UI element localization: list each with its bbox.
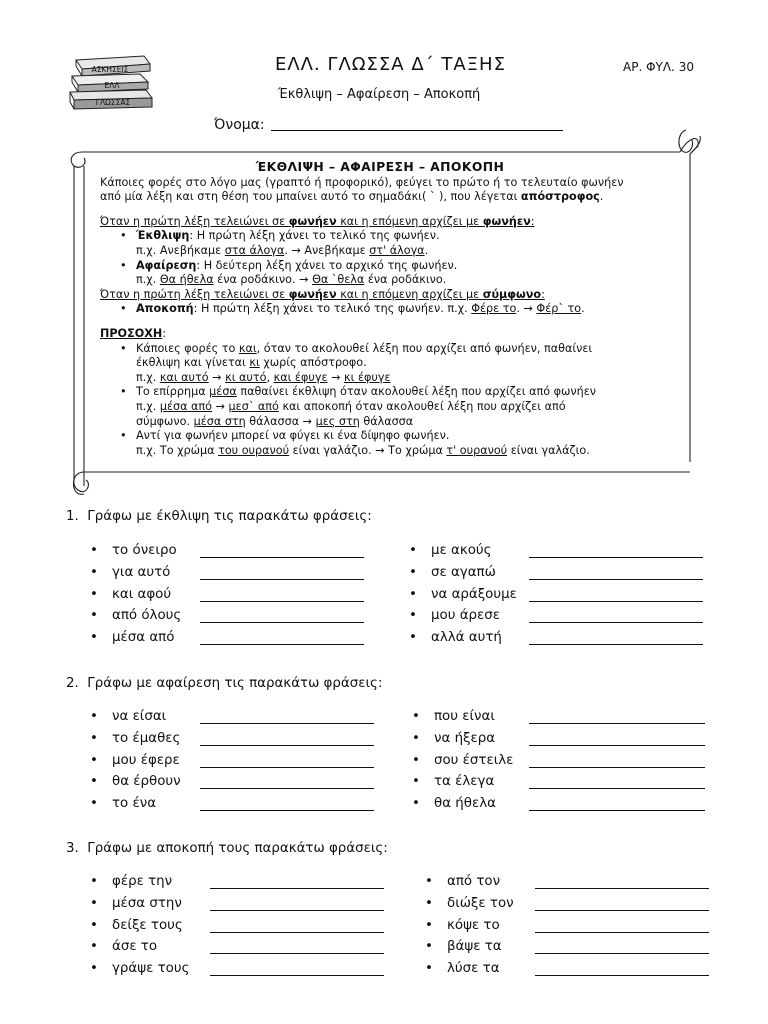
note-diphthong: • Αντί για φωνήεν μπορεί να φύγει κι ένα δίψηφο φωνήεν. π.χ. Το χρώμα του ουρανού είναι γαλάζιο. → Το χρώμα τ' ουρανού είναι γαλάζιο. bbox=[120, 429, 690, 458]
answer-line[interactable] bbox=[535, 932, 709, 933]
intro-line-1: Κάποιες φορές στο λόγο μας (γραπτό ή προφορικό), φεύγει το πρώτο ή το τελευταίο φωνήεν bbox=[100, 175, 624, 189]
answer-line[interactable] bbox=[210, 910, 384, 911]
rule-ekthlipsi: • Έκθλιψη: Η πρώτη λέξη χάνει το τελικό της φωνήεν. π.χ. Ανεβήκαμε στα άλογα. → Ανεβήκαμε στ' άλογα. bbox=[120, 229, 690, 258]
answer-line[interactable] bbox=[210, 975, 384, 976]
case2-rules bbox=[100, 302, 690, 317]
answer-line[interactable] bbox=[535, 910, 709, 911]
answer-line[interactable] bbox=[200, 810, 374, 811]
answer-line[interactable] bbox=[200, 622, 364, 623]
rule-apokopi: • Αποκοπή: Η πρώτη λέξη χάνει το τελικό της φωνήεν. π.χ. Φέρε το. → Φέρ` το. bbox=[120, 302, 690, 317]
answer-line[interactable] bbox=[529, 788, 705, 789]
attention-heading: ΠΡΟΣΟΧΗ: bbox=[100, 326, 166, 340]
attention-notes bbox=[100, 342, 690, 459]
sheet-number: ΑΡ. ΦΥΛ. 30 bbox=[623, 60, 694, 74]
answer-line[interactable] bbox=[200, 745, 374, 746]
answer-line[interactable] bbox=[529, 644, 703, 645]
answer-line[interactable] bbox=[210, 932, 384, 933]
rule-afairesi: • Αφαίρεση: Η δεύτερη λέξη χάνει το αρχικό της φωνήεν. π.χ. Θα ήθελα ένα ροδάκινο. → Θα `θελα ένα ροδάκινο. bbox=[120, 259, 690, 288]
case1-heading: Όταν η πρώτη λέξη τελειώνει σε φωνήεν και η επόμενη αρχίζει με φωνήεν: bbox=[100, 214, 535, 228]
answer-line[interactable] bbox=[200, 788, 374, 789]
answer-line[interactable] bbox=[200, 601, 364, 602]
answer-line[interactable] bbox=[200, 723, 374, 724]
answer-line[interactable] bbox=[200, 579, 364, 580]
exercise-1-heading: 1. Γράφω με έκθλιψη τις παρακάτω φράσεις: bbox=[66, 509, 372, 524]
logo-word-3: ΓΛΩΣΣΑΣ bbox=[95, 98, 131, 107]
answer-line[interactable] bbox=[529, 723, 705, 724]
case1-rules bbox=[100, 229, 690, 287]
theory-box bbox=[100, 160, 690, 458]
note-kai: • Κάποιες φορές το και, όταν το ακολουθεί λέξη που αρχίζει από φωνήεν, παθαίνει έκθλιψη και γίνεται κι χωρίς απόστροφο. π.χ. και αυτό → κι αυτό, και έφυγε → κι έφυγε bbox=[120, 342, 690, 386]
answer-line[interactable] bbox=[529, 810, 705, 811]
logo-word-1: ΑΣΚΗΣΕΙΣ bbox=[91, 65, 129, 74]
answer-line[interactable] bbox=[200, 644, 364, 645]
answer-line[interactable] bbox=[529, 767, 705, 768]
theory-title: ΈΚΘΛΙΨΗ – ΑΦΑΙΡΕΣΗ – ΑΠΟΚΟΠΗ bbox=[255, 159, 505, 174]
answer-line[interactable] bbox=[535, 953, 709, 954]
exercise-2-heading: 2. Γράφω με αφαίρεση τις παρακάτω φράσεις: bbox=[66, 676, 383, 691]
answer-line[interactable] bbox=[529, 745, 705, 746]
page-subtitle: Έκθλιψη – Αφαίρεση – Αποκοπή bbox=[278, 87, 481, 102]
answer-line[interactable] bbox=[529, 579, 703, 580]
books-logo-icon bbox=[66, 52, 158, 114]
name-label: Όνομα: bbox=[214, 117, 265, 133]
case2-heading: Όταν η πρώτη λέξη τελειώνει σε φωνήεν και η επόμενη αρχίζει με σύμφωνο: bbox=[100, 287, 545, 301]
answer-line[interactable] bbox=[529, 557, 703, 558]
intro-line-2 bbox=[100, 190, 690, 205]
answer-line[interactable] bbox=[529, 601, 703, 602]
page-title: ΕΛΛ. ΓΛΩΣΣΑ Δ΄ ΤΑΞΗΣ bbox=[275, 54, 506, 75]
answer-line[interactable] bbox=[210, 953, 384, 954]
answer-line[interactable] bbox=[200, 557, 364, 558]
answer-line[interactable] bbox=[200, 767, 374, 768]
note-mesa: • Το επίρρημα μέσα παθαίνει έκθλιψη όταν ακολουθεί λέξη που αρχίζει από φωνήεν π.χ. μέσα από → μεσ` από και αποκοπή όταν ακολουθεί λέξη που αρχίζει από σύμφωνο. μέσα στη θάλασσα → μες στη θάλασσα bbox=[120, 385, 690, 429]
exercise-3-heading: 3. Γράφω με αποκοπή τους παρακάτω φράσεις: bbox=[66, 841, 388, 856]
answer-line[interactable] bbox=[210, 888, 384, 889]
intro-text: από μία λέξη και στη θέση του μπαίνει αυτό το σημαδάκι( ` ), που λέγεται bbox=[100, 190, 521, 204]
logo-word-2: ΕΛΛ bbox=[104, 81, 120, 90]
intro-term: απόστροφος bbox=[520, 190, 600, 204]
answer-line[interactable] bbox=[535, 975, 709, 976]
answer-line[interactable] bbox=[529, 622, 703, 623]
intro-end: . bbox=[599, 190, 604, 204]
answer-line[interactable] bbox=[535, 888, 709, 889]
